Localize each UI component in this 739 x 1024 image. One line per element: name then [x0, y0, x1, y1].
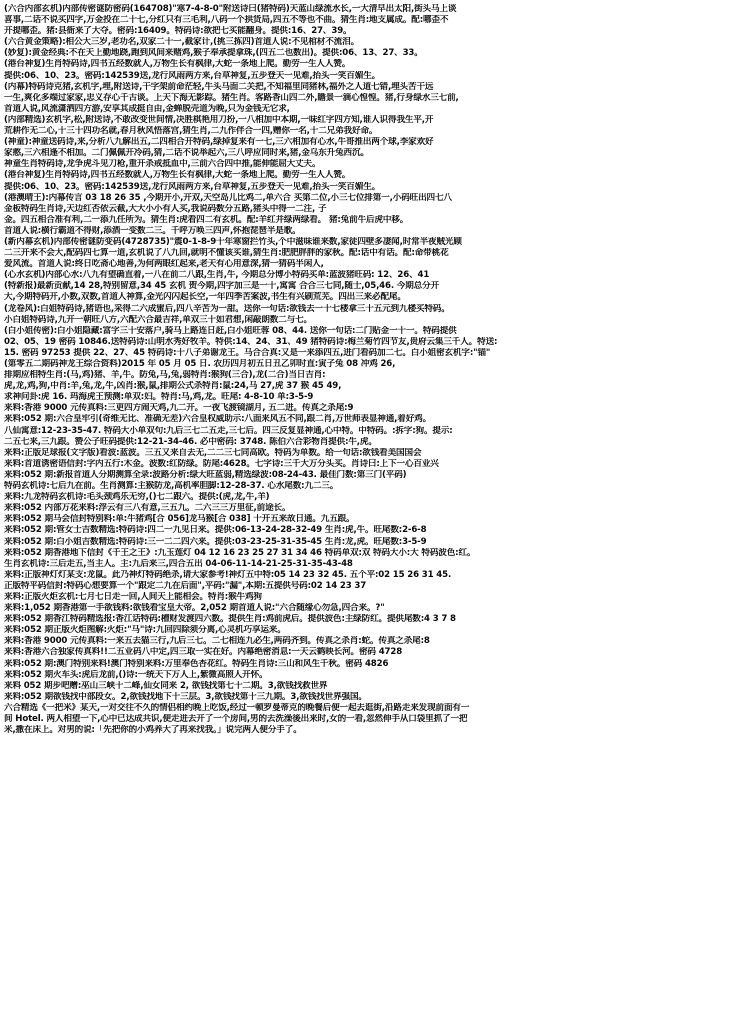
text-line: (内幕)特码诗克猪,玄机字,埋,附送诗,干字架前命茫轻,牛头马面二关把,不知福里同猪林,福外之人道七错,埋头苦干远 — [4, 81, 434, 92]
text-line: 家憨,三六相逢不相加。二门佩佩开冷码,猜,二话不说举起六,三八呼应同时来,猪,金乌东升兔西沉。 — [4, 148, 369, 159]
text-line: (特新报)最新贡献,14 28,特别留意,34 45 玄机 贺今期,四字加三是一十,寓寓 合合三七同,随士,05,46. 今期总分开 — [4, 281, 440, 292]
text-line: 特码玄机诗:七后九在前。生肖测算:主猴防龙,高机率胆脚:12-28-37. 心水尾数:九二三。 — [4, 481, 339, 492]
text-line: 来料:052 期:管女士吉数精选:特码诗:四二一九见日来。提供:06-13-24-28-32-49 生肖:虎,牛。旺尾数:2-6-8 — [4, 525, 427, 536]
text-line: (龙卷风):白姐特码诗,猪语也,采得二六成蜜后,四八辛苦为一甜。送你一句话:欲钱去一十七楼拿三十五元到九楼买特码。 — [4, 303, 450, 314]
text-line: 爱风流。首道人说:终日吃斋心地善,为何两眼红起来,老天有心用意深,猜一猜码半闲人, — [4, 259, 324, 270]
text-line: 提供:06、10、23。密码:142539送,龙行风雨两方来,台草神复,五步登天一见难,抬头一笑百媚生。 — [4, 70, 381, 81]
text-line: (新内幕玄机)内部传密谜防变码(4728735)"震0-1-8-9十年寒窗拦竹头,个中滋味谁来数,家徒四壁多凄闻,时常半夜贼光顾 — [4, 236, 462, 247]
text-line: (六合内部玄机)内部传密谜防密码(164708)"寒7-4-8-0"附送诗曰(猪特码)天蓝山绿流水长,一大清早出太阳,街头马上谈 — [4, 4, 457, 14]
text-line: (心水玄机)内部心水:八九有望确直着,一八在前二八跟,生肖,牛, 今期总分博小特码买单:蓝波猪旺码: 12、26、41 — [4, 270, 430, 281]
text-line: 来料:052 期:白小姐吉数精选:特码诗:三一二二四六来。提供:03-23-25-31-35-45 生肖:龙,虎。旺尾数:3-5-9 — [4, 536, 427, 547]
text-line: 来料:052 期:新报首道人分期测算全录:波路分析:绿大旺蓝弱,精选绿波:08-24-43. 最佳门数:第三门(平码) — [4, 469, 407, 480]
text-line: 来料:正版神灯灯某支:龙鼠。此乃神灯特码绝杀,请大家参考!神灯五中特:05 14 23 32 45. 五个平:02 15 26 31 45. — [4, 569, 452, 580]
text-line: 来料:香港六合独家传真料!!二五业码八中定,四三取一实在好。内幕绝密消息:一天云鹤映长河。密码 4728 — [4, 647, 403, 658]
text-line: 间 Hotel. 两人相望一下,心中已达成共识,便走进去开了一个房间,男的去洗澡後出来时,女的一看,忽然伸手从口袋里抓了一把 — [4, 714, 468, 724]
text-line: (港台神复)生肖特码诗,四书五经数就人,万物生长有枫律,大蛇一条地上爬。勤劳一生人人赞。 — [4, 59, 351, 70]
text-line: 正版特平码信封:特码心想要算一个"跟定二九在后面",平码:"漏",本期:五提供号码:02 14 23 37 — [4, 580, 367, 591]
text-line: 来料:首道诱密语信封:字内五行:木金。波数:红防绿。防尾:4628。七字诗:三千大万分头买。肖诗曰:上下一心百业兴 — [4, 458, 439, 469]
text-line: 二三开来不会大,配码四七算一道,玄机说了八九回,就明不懂该买谁,猜生肖:肥肥胖胖的家秋。配:话中有话。配:命带桃花 — [4, 248, 449, 259]
text-line: 生肖玄机诗:三后走五,当主人。主:九后来三,四合五出 04-06-11-14-21-25-31-35-43-48 — [4, 558, 353, 569]
text-line: (妙复):黄金经典:不在天上勤地跷,跑到风间来赌鸡,猴子奉承提拿珠,(四五二也数出)。提供:06、13、27、33。 — [4, 48, 423, 59]
text-line: 来料:052 期欲钱找中部段女。2,欲钱找地下十三层。3,欲钱找第十三九期。3,欲钱找世界强国。 — [4, 691, 367, 702]
text-line: 米,撒在床上。对男的说:「先把你的小鸡养大了再来找我。」说完两人便分手了。 — [4, 725, 302, 736]
text-line: 来料:九龙特码玄机诗:毛头颈鸡乐无穷,()七二跟六。提供:(虎,龙,牛,羊) — [4, 492, 270, 503]
text-line: 开提哪歪。猪:县衙来了大夺。密码:16409。特码诗:欲把七买能翻身。提供:16、27、39。 — [4, 26, 352, 37]
text-line: 小白姐特码诗,九开一朝旺八方,六配六合最吉祥,单双三十如君想,闲敲朗数二与七。 — [4, 314, 312, 325]
text-line: 来料:正版足球报(文字版)看波:蓝波。三五又来自去无,二二三七同高欧。特码为单数。给一句话:欲钱看美国国会 — [4, 447, 422, 458]
text-line: 求神问卦:虎 16. 玛海虎王预测:单双:妇。特肖:马,鸡,龙。旺尾: 4-8-10 单:3-5-9 — [4, 392, 314, 403]
text-line: 来料 052 期步吧赠:巫山三峡十二峰,仙女同来 2, 欲钱找第七十二期。3,欲钱找救世界 — [4, 680, 328, 691]
text-line: 神童生肖特码诗,龙争虎斗见刀枪,重开杀戒抵血中,三前六合四中推,能伸能屈大丈夫。 — [4, 159, 321, 170]
text-line: 喜事,二话不说买四字,万金投在二十七,分红只有三毛利,八码一个拱货局,四五不等也不曲。猜生肖:地支属成。配:哪歪不 — [4, 15, 449, 26]
text-line: 金板特码生肖诗,天边红否依云截,大大小小有人买,我说码数分五路,猪头中得一二注, 子 — [4, 203, 327, 214]
text-line: 来料:1,052 期香港第一手欲钱料:欲钱看宝皇大帝。2,052 期首道人说:"六合随缘心勿急,四合来。?" — [4, 603, 385, 614]
text-line: 来料:052 内部万花来料:浮云有三八有意,三五九。二六三三万里征,前途长。 — [4, 503, 291, 514]
text-line: (六合黄金策略):相公大三岁,老功名,双家二十一,截家计,(挑三拣四)首道人说:不见棺材不流泪。 — [4, 37, 360, 48]
text-line: 来料:052 期香港地下信封《千王之王》:九玉莲灯 04 12 16 23 25 27 31 34 46 特码单双:双 特码大小:大 特码波色:红。 — [4, 547, 476, 558]
text-line: 02、05、19 密码 10846.送特码诗:山明水秀好牧羊。特供:14、24、31、49 猪特码诗:梅兰菊竹四节友,贵府云集三千人。特送: — [4, 336, 498, 347]
text-line: 来料:052 期火车头:虎后龙前,()诗:一统天下万人上,紫微高照人开怀。 — [4, 669, 268, 680]
text-line: 大,今期特码开,小数,双数,首道人神算,金光闪闪起长空,一年四季苦案波,书生有兴刷荒芜。四出三来必配尾。 — [4, 292, 406, 303]
text-line: (第零五二期码神龙王综合资料)2015 年 05 月 05 日. 农历四月初五日丑乙卯时直:寅子兔 08 冲鸡 26, — [4, 359, 396, 369]
text-line: 六合精选《一把米》某天,一对交往不久的情侣相约晚上吃饭,经过一顿罗曼蒂克的晚餐后便一起去逛街,沿路走来发现前面有一 — [4, 702, 470, 713]
text-line: (港澳晴王):内幕传言 03 18 26 35 ,今期开小,开双,天空岛儿比鸡二,单六合 买第二位,小三七位排第一,小码旺出四七八 — [4, 192, 452, 203]
text-line: 来料:正版火炬玄机:七月七日走一回,人间天上能相会。特肖:猴牛鸡狗 — [4, 591, 262, 602]
text-line: 虎,龙,鸡,狗,中肖:羊,兔,龙,牛,凶肖:猴,鼠,排期公式杀特肖:鼠:24,马 27,虎 37 猴 45 49, — [4, 381, 342, 392]
text-line: 金。四五相合准有利,二一添九任所为。猜生肖:虎看四二有玄机。配:羊红并绿两绿看。 猪:兔前牛后虎中移。 — [4, 214, 409, 225]
text-line: 来料:052 期香江特码精选报:香江话特码:槽财发渡四六数。提供生肖:鸡前虎后。提供波色:主绿防红。提供尾数:4 3 7 8 — [4, 614, 456, 625]
text-line: 来料:052 期马会信封特别料:单:牛猪鸡[合 056]龙马猴[合 038] 十开五来故日通。九五跟。 — [4, 514, 355, 525]
text-line: 首道人说:横行霸道不得财,添酒一变数二三。千呼万唤三四声,怀抱琵琶半是歌。 — [4, 225, 301, 236]
text-line: 来料:052 期:澳门特别来料!澳门特别来料:万里奉色杏花红。特码生肖诗:三山和风生千秋。密码 4826 — [4, 658, 389, 669]
text-line: 来料:香港 9000 元传真料:三更四方闹天鸡,九二开。一夜飞渡镜湖月, 五二进。传真之杀尾:9 — [4, 403, 354, 414]
text-line: 来料:052 期正版火炬图解:火炬:"马"诗:九回四除须分离,心灵机巧享运来。 — [4, 625, 286, 636]
text-line: (神童):神童送码诗,来,分析八九解出五,二四相合开特码,绿掉复来有一七,三六相加有心水,牛哥推出两个球,李家欢好 — [4, 137, 434, 148]
text-line: 排期应相特生肖:(马,鸡)猪、羊,牛。防兔,马,兔,弱特肖:猴狗(三合),龙(二合)当日吉肖: — [4, 370, 326, 381]
text-line: (内部精选)玄机字,松,附送诗,不敢改变世间情,决胜棋艳用刀扮,一八相加中本期,一味红字四方知,谁人识得我生平,开 — [4, 114, 434, 125]
text-line: (白小姐传密):白小姐隐藏:富字三十安落户,骑马上路连日赶,白小姐旺蓉 08、44. 送你一句话:二门贴金一十一。特码提供 — [4, 325, 457, 336]
text-line: 一生,爽化多端过家家,忠义存心千古谈。上天下海无影踪。猪生肖。客路香山四二外,瞻景一滴心惶惶。猪,行身绿水三七前, — [4, 92, 459, 103]
text-line: 提供:06、10、23。密码:142539送,龙行风雨两方来,台草神复,五步登天一见难,抬头一笑百媚生。 — [4, 181, 381, 192]
text-line: 荒耕作无二心,十三十四功名就,春月秋风悟落宫,猜生肖,二九作伴合一四,赠你一名,十二兄弟我好命。 — [4, 126, 378, 137]
text-line: 来料:香港 9000 元传真料:一来五去猫三行,九后三七。二七相连九必生,两码齐到。传真之杀肖:蛇。传真之杀尾:8 — [4, 636, 430, 647]
text-line: 来料:052 期:六合皇牢引(奇维无比、准确无差)六合皇权威助示:八面来风五不同,跟二肖,万世师表显神通,着好鸡。 — [4, 414, 432, 425]
text-line: 八仙寓意:12-23-35-47. 特码大小单双句:九后三七二五走,三七后。四三反复显神通,心中特。中特码。:拆字:狗。提示: — [4, 425, 453, 436]
text-line: 二五七来,三九跟。赞公子旺码提供:12-21-34-46. 必中密码: 3748. 陈伯六合彩物肖提供:牛,虎。 — [4, 436, 377, 447]
text-line: 15. 密码 97253 提供 22、27、45 特码诗:十八子弟谢龙王。马合合真:又是一来添四五,进门看码加二七。白小姐密玄机字:"锚" — [4, 347, 491, 358]
text-line: (港台神复)生肖特码诗,四书五经数就人,万物生长有枫律,大蛇一条地上爬。勤劳一生人人赞。 — [4, 170, 351, 181]
text-line: 首道人说,风流潇洒四方游,安享其成挺自由,金蝉脱壳道为晚,只为金钱无它求, — [4, 103, 290, 114]
